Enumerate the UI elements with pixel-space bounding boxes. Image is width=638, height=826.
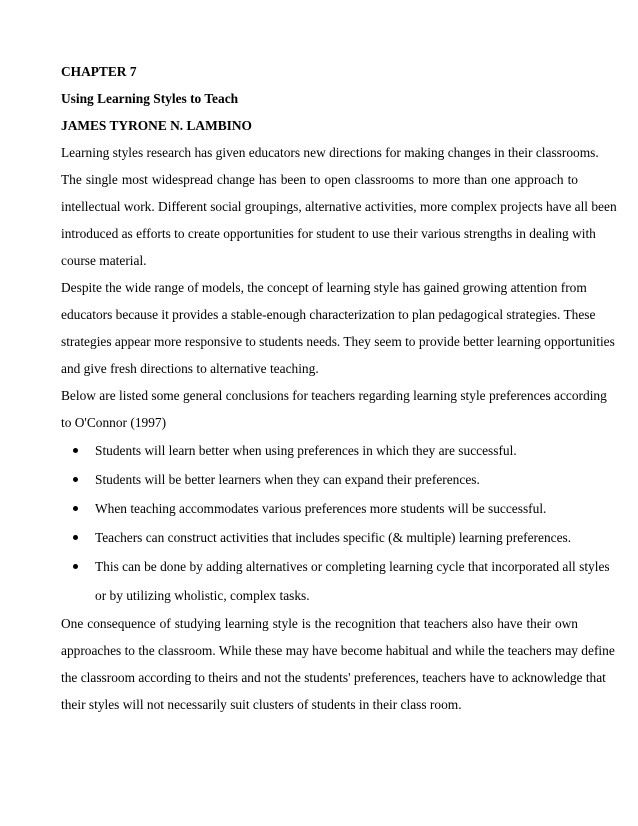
chapter-title: Using Learning Styles to Teach (61, 91, 239, 106)
list-item (61, 494, 578, 523)
list-item-text: Teachers can construct activities that includes specific (& multiple) learning preferences. (95, 530, 572, 545)
chapter-label: CHAPTER 7 (61, 64, 137, 79)
paragraph-line: course material. (61, 253, 147, 268)
list-item (61, 552, 610, 581)
page-content (61, 58, 617, 718)
paragraph-line: Below are listed some general conclusions for teachers regarding learning style preferences according (61, 388, 607, 403)
paragraph-closing (61, 610, 615, 718)
paragraph-conclusions (61, 382, 607, 436)
paragraph-intro (61, 139, 617, 274)
paragraph-line: to O'Connor (1997) (61, 415, 167, 430)
list-item-text: Students will be better learners when they can expand their preferences. (95, 472, 480, 487)
list-item-continuation: or by utilizing wholistic, complex tasks. (95, 588, 310, 603)
paragraph-line: approaches to the classroom. While these may have become habitual and while the teachers may define (61, 643, 615, 658)
list-item (61, 436, 578, 465)
list-item-text: Students will learn better when using preferences in which they are successful. (95, 443, 517, 458)
bullet-icon (73, 564, 78, 569)
list-item-text: When teaching accommodates various preferences more students will be successful. (95, 501, 547, 516)
bullet-icon (73, 477, 78, 482)
bullet-icon (73, 535, 78, 540)
paragraph-line: strategies appear more responsive to students needs. They seem to provide better learning opportunities (61, 334, 615, 349)
author-name: JAMES TYRONE N. LAMBINO (61, 118, 252, 133)
list-item (61, 523, 578, 552)
paragraph-line: Learning styles research has given educators new directions for making changes in their classrooms. (61, 145, 599, 160)
list-item-text: This can be done by adding alternatives or completing learning cycle that incorporated all styles (95, 559, 610, 574)
paragraph-line: One consequence of studying learning style is the recognition that teachers also have their own (61, 616, 578, 631)
bullet-icon (73, 448, 78, 453)
paragraph-line: educators because it provides a stable-enough characterization to plan pedagogical strategies. These (61, 307, 596, 322)
conclusions-list (61, 436, 610, 610)
paragraph-line: The single most widespread change has been to open classrooms to more than one approach to (61, 172, 578, 187)
bullet-icon (73, 506, 78, 511)
paragraph-line: and give fresh directions to alternative teaching. (61, 361, 319, 376)
paragraph-line: introduced as efforts to create opportunities for student to use their various strengths in dealing with (61, 226, 596, 241)
paragraph-line: their styles will not necessarily suit clusters of students in their class room. (61, 697, 462, 712)
paragraph-line: the classroom according to theirs and not the students' preferences, teachers have to acknowledge that (61, 670, 606, 685)
paragraph-models (61, 274, 615, 382)
paragraph-line: Despite the wide range of models, the concept of learning style has gained growing attention from (61, 280, 587, 295)
paragraph-line: intellectual work. Different social groupings, alternative activities, more complex projects have all been (61, 199, 617, 214)
list-item (61, 465, 578, 494)
